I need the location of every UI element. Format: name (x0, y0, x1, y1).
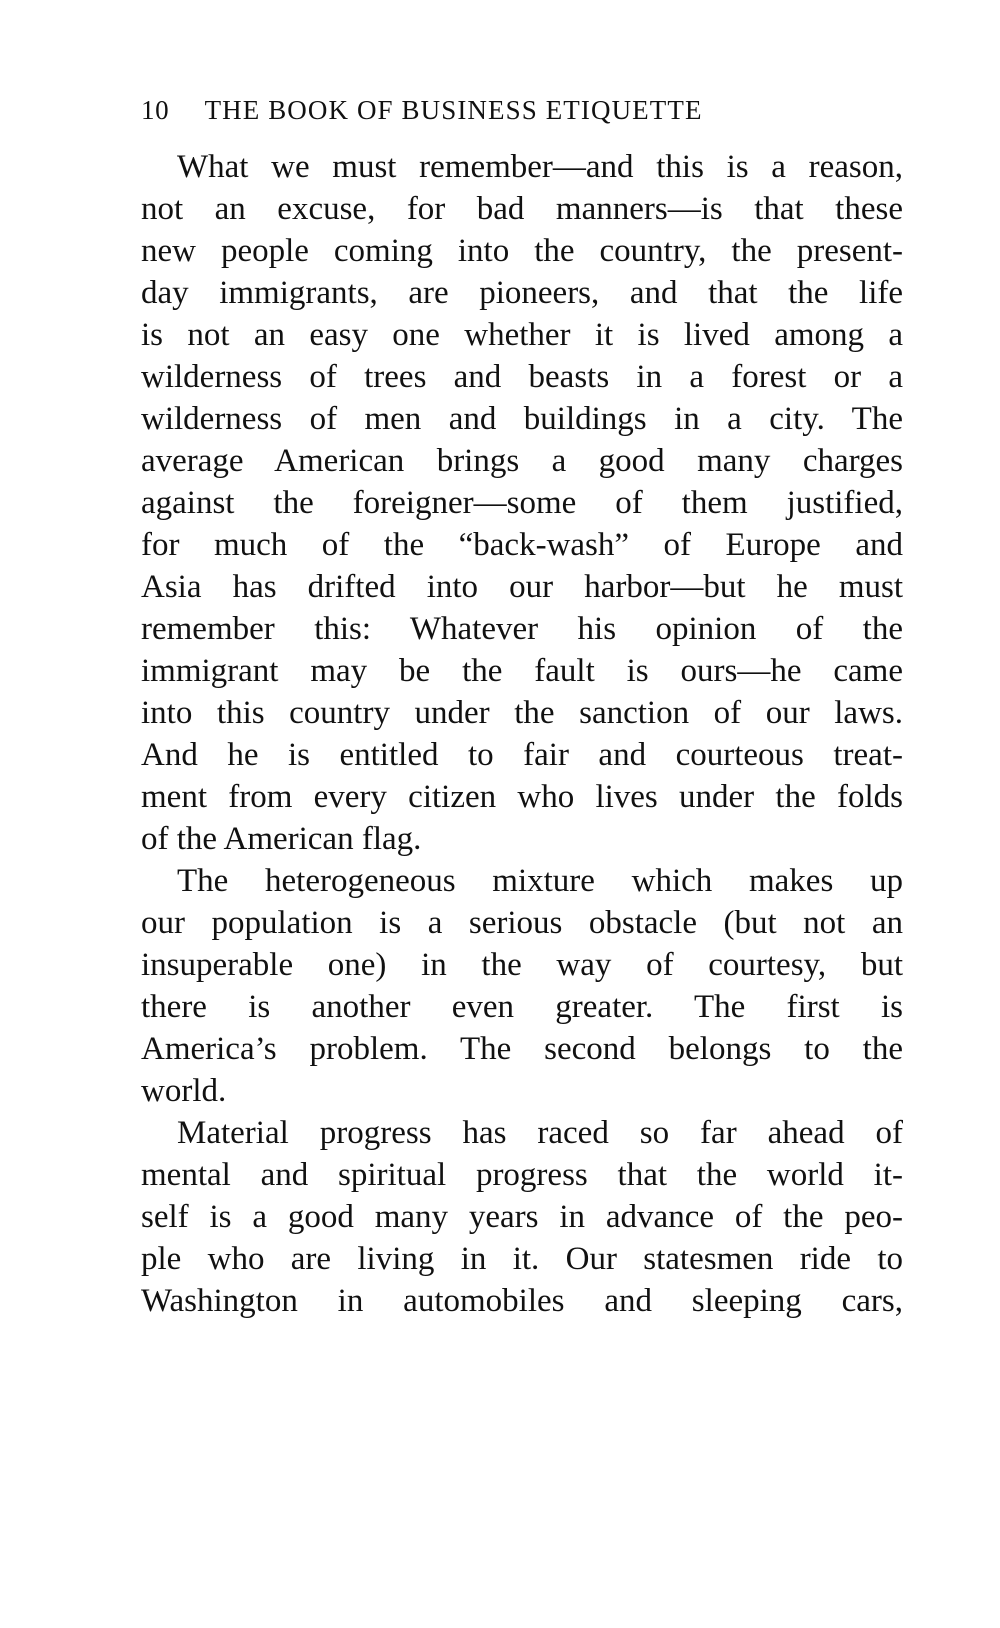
text-line: And he is entitled to fair and courteous treat- (141, 737, 903, 773)
text-line: mental and spiritual progress that the world it- (141, 1157, 903, 1193)
text-line: immigrant may be the fault is ours—he came (141, 653, 903, 689)
text-line: America’s problem. The second belongs to the (141, 1031, 903, 1067)
text-line: self is a good many years in advance of the peo- (141, 1199, 903, 1235)
text-line: is not an easy one whether it is lived among a (141, 317, 903, 353)
text-line: wilderness of men and buildings in a city. The (141, 401, 903, 437)
text-line: into this country under the sanction of our laws. (141, 695, 903, 731)
text-line: ple who are living in it. Our statesmen ride to (141, 1241, 903, 1277)
text-line: What we must remember—and this is a reason, (177, 149, 903, 185)
text-line: against the foreigner—some of them justified, (141, 485, 903, 521)
text-line: average American brings a good many charges (141, 443, 903, 479)
running-head (141, 92, 903, 128)
text-line: The heterogeneous mixture which makes up (177, 863, 903, 899)
paragraph-3 (141, 1112, 903, 1322)
text-line: our population is a serious obstacle (but not an (141, 905, 903, 941)
body-text (141, 146, 903, 1322)
book-title: THE BOOK OF BUSINESS ETIQUETTE (204, 95, 703, 125)
text-line: wilderness of trees and beasts in a forest or a (141, 359, 903, 395)
paragraph-2 (141, 860, 903, 1112)
text-line: Washington in automobiles and sleeping cars, (141, 1283, 903, 1319)
text-line: Asia has drifted into our harbor—but he must (141, 569, 903, 605)
text-line: there is another even greater. The first is (141, 989, 903, 1025)
text-line: new people coming into the country, the present- (141, 233, 903, 269)
page-number: 10 (141, 95, 170, 125)
text-line: of the American flag. (141, 821, 422, 857)
text-line: for much of the “back-wash” of Europe and (141, 527, 903, 563)
text-line: insuperable one) in the way of courtesy, but (141, 947, 903, 983)
text-line: remember this: Whatever his opinion of the (141, 611, 903, 647)
text-line: world. (141, 1073, 227, 1109)
text-line: day immigrants, are pioneers, and that the life (141, 275, 903, 311)
paragraph-1 (141, 146, 903, 860)
text-line: ment from every citizen who lives under the folds (141, 779, 903, 815)
text-line: not an excuse, for bad manners—is that these (141, 191, 903, 227)
text-line: Material progress has raced so far ahead of (177, 1115, 903, 1151)
